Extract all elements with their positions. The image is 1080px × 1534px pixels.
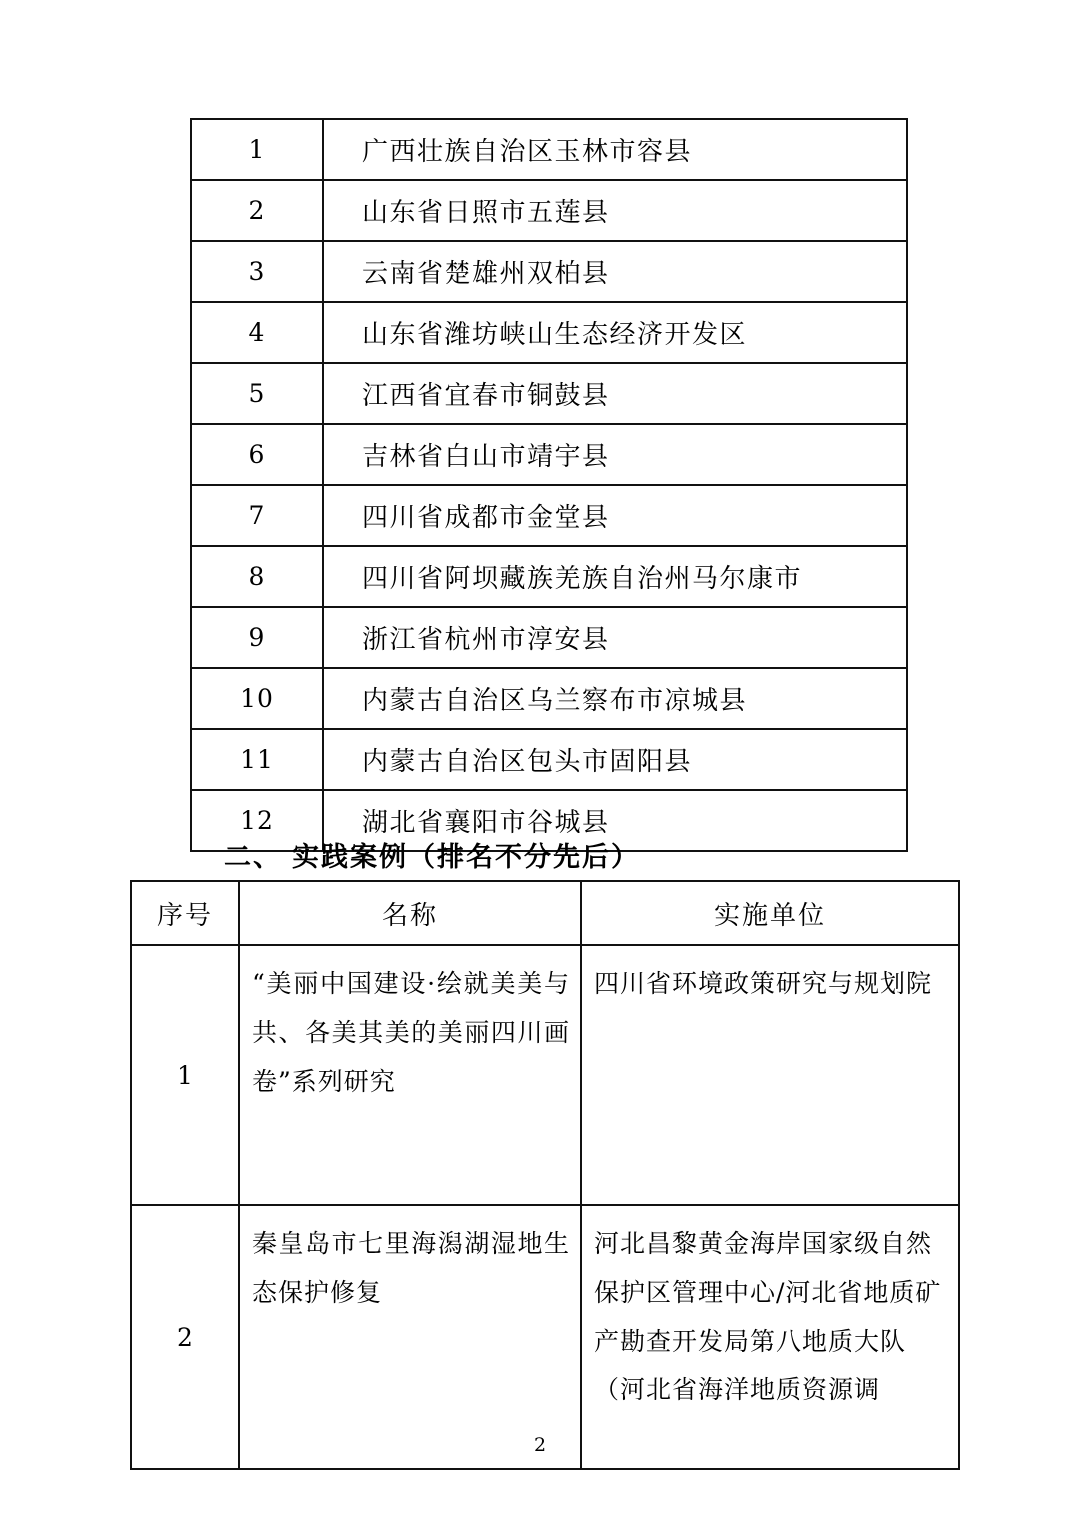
row-number: 5	[191, 363, 323, 424]
column-header-name: 名称	[239, 881, 581, 945]
row-number: 6	[191, 424, 323, 485]
row-name: 内蒙古自治区包头市固阳县	[323, 729, 907, 790]
row-name: 内蒙古自治区乌兰察布市凉城县	[323, 668, 907, 729]
row-name: 广西壮族自治区玉林市容县	[323, 119, 907, 180]
column-header-no: 序号	[131, 881, 239, 945]
table-row	[191, 546, 907, 607]
row-name: 江西省宜春市铜鼓县	[323, 363, 907, 424]
table-row	[191, 302, 907, 363]
row-number: 2	[191, 180, 323, 241]
county-list-table	[190, 118, 908, 852]
table-row	[191, 424, 907, 485]
row-name: 山东省日照市五莲县	[323, 180, 907, 241]
row-number: 10	[191, 668, 323, 729]
table-row	[191, 119, 907, 180]
row-name: 吉林省白山市靖宇县	[323, 424, 907, 485]
case-number: 2	[131, 1205, 239, 1469]
row-name: 云南省楚雄州双柏县	[323, 241, 907, 302]
row-number: 12	[191, 790, 323, 851]
row-number: 3	[191, 241, 323, 302]
row-name: 山东省潍坊峡山生态经济开发区	[323, 302, 907, 363]
section-title: 实践案例（排名不分先后）	[292, 842, 640, 873]
table-row	[131, 1205, 959, 1469]
row-name: 四川省阿坝藏族羌族自治州马尔康市	[323, 546, 907, 607]
table-row	[191, 485, 907, 546]
table-row	[191, 607, 907, 668]
row-name: 湖北省襄阳市谷城县	[323, 790, 907, 851]
row-name: 浙江省杭州市淳安县	[323, 607, 907, 668]
row-number: 1	[191, 119, 323, 180]
practice-case-table	[130, 880, 960, 1470]
case-name: 秦皇岛市七里海潟湖湿地生态保护修复	[239, 1205, 581, 1469]
row-number: 9	[191, 607, 323, 668]
column-header-unit: 实施单位	[581, 881, 959, 945]
table-header-row	[131, 881, 959, 945]
case-number: 1	[131, 945, 239, 1205]
table-row	[191, 668, 907, 729]
case-name: “美丽中国建设·绘就美美与共、各美其美的美丽四川画卷”系列研究	[239, 945, 581, 1205]
page-number: 2	[533, 1434, 547, 1456]
row-number: 8	[191, 546, 323, 607]
row-number: 4	[191, 302, 323, 363]
table-row	[191, 180, 907, 241]
section-index: 二、	[224, 842, 282, 873]
section-heading	[224, 835, 640, 874]
row-number: 7	[191, 485, 323, 546]
row-number: 11	[191, 729, 323, 790]
case-unit: 河北昌黎黄金海岸国家级自然保护区管理中心/河北省地质矿产勘查开发局第八地质大队（河北省海洋地质资源调	[581, 1205, 959, 1469]
table-row	[191, 363, 907, 424]
row-name: 四川省成都市金堂县	[323, 485, 907, 546]
table-row	[191, 729, 907, 790]
table-row	[191, 241, 907, 302]
case-unit: 四川省环境政策研究与规划院	[581, 945, 959, 1205]
table-row	[131, 945, 959, 1205]
